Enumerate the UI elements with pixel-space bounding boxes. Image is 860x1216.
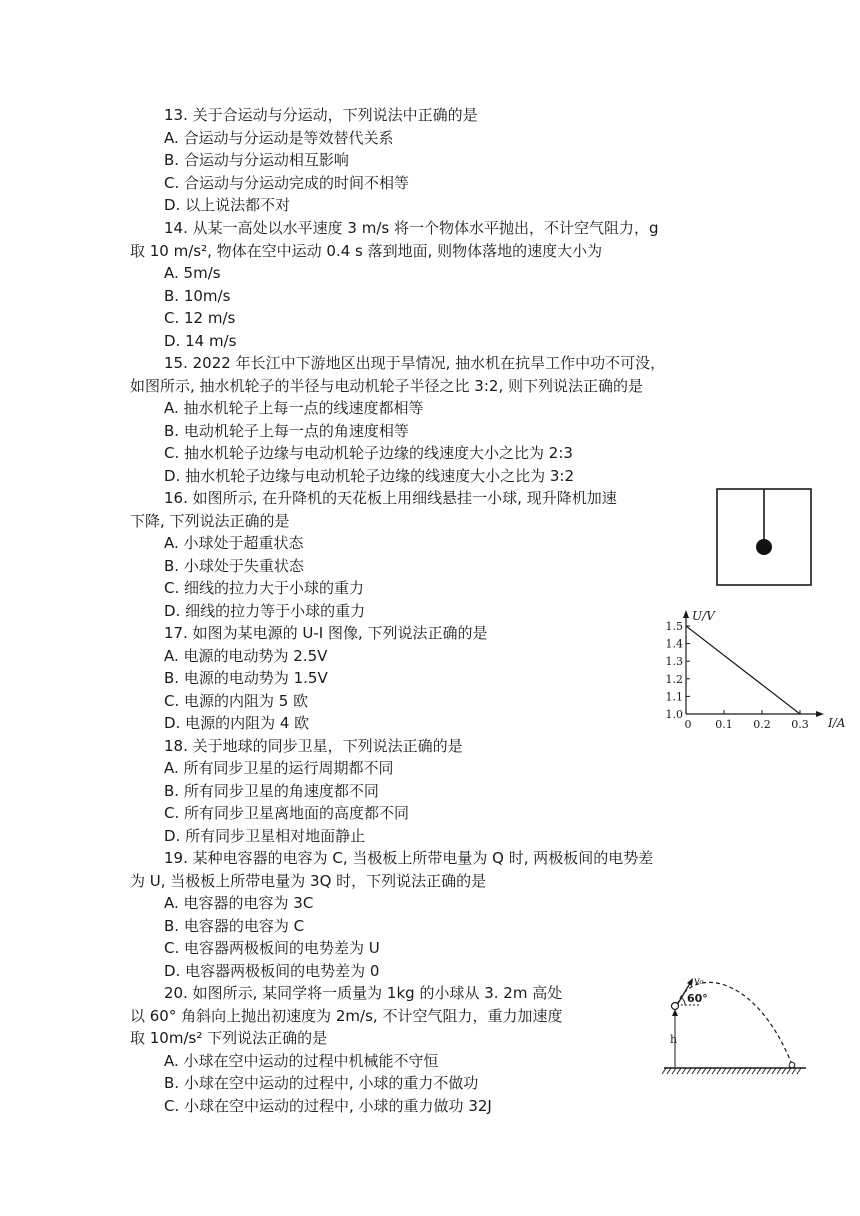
h-label: h (670, 1033, 678, 1046)
question-13-stem: 13. 关于合运动与分运动，下列说法中正确的是 (164, 106, 478, 124)
option-15-c: C. 抽水机轮子边缘与电动机轮子边缘的线速度大小之比为 2:3 (164, 444, 573, 462)
hatch-mark (727, 1068, 731, 1074)
hatch-mark (662, 1068, 666, 1074)
hatch-mark (667, 1068, 671, 1074)
hatch-mark (777, 1068, 781, 1074)
y-tick-label: 1.2 (665, 672, 683, 686)
ui-graph (652, 606, 860, 732)
hatch-mark (732, 1068, 736, 1074)
option-15-a: A. 抽水机轮子上每一点的线速度都相等 (164, 399, 424, 417)
option-19-a: A. 电容器的电容为 3C (164, 894, 314, 912)
y-tick-label: 1.0 (665, 708, 683, 721)
question-19-stem-2: 为 U, 当极板上所带电量为 3Q 时，下列说法正确的是 (130, 872, 487, 890)
option-16-d: D. 细线的拉力等于小球的重力 (164, 602, 366, 620)
option-18-c: C. 所有同步卫星离地面的高度都不同 (164, 804, 410, 822)
option-20-b: B. 小球在空中运动的过程中, 小球的重力不做功 (164, 1074, 479, 1092)
question-14-stem-2: 取 10 m/s², 物体在空中运动 0.4 s 落到地面, 则物体落地的速度大小为 (130, 242, 603, 260)
option-14-b: B. 10m/s (164, 287, 231, 305)
option-17-c: C. 电源的内阻为 5 欧 (164, 692, 309, 710)
x-tick-label: 0.2 (753, 718, 771, 731)
hatch-mark (697, 1068, 701, 1074)
question-16-stem-1: 16. 如图所示, 在升降机的天花板上用细线悬挂一小球, 现升降机加速 (164, 489, 617, 507)
velocity-arrowhead (687, 978, 693, 986)
hatch-mark (682, 1068, 686, 1074)
option-14-c: C. 12 m/s (164, 309, 236, 327)
hatch-mark (712, 1068, 716, 1074)
option-19-b: B. 电容器的电容为 C (164, 917, 305, 935)
hatch-mark (722, 1068, 726, 1074)
x-axis-label: I/A (828, 716, 846, 730)
y-axis-arrow (683, 610, 689, 618)
ground-hatching (662, 1068, 801, 1074)
option-18-a: A. 所有同步卫星的运行周期都不同 (164, 759, 394, 777)
hatch-mark (762, 1068, 766, 1074)
ball-landing (789, 1062, 795, 1068)
hatch-mark (782, 1068, 786, 1074)
x-tick-label: 0 (684, 718, 692, 731)
question-20-stem-3: 取 10m/s² 下列说法正确的是 (130, 1029, 328, 1047)
ui-line (686, 626, 800, 714)
hatch-mark (797, 1068, 801, 1074)
angle-arc (682, 998, 686, 1005)
option-20-a: A. 小球在空中运动的过程中机械能不守恒 (164, 1052, 439, 1070)
y-tick-label: 1.3 (665, 655, 683, 669)
hatch-mark (692, 1068, 696, 1074)
hatch-mark (767, 1068, 771, 1074)
hatch-mark (747, 1068, 751, 1074)
elevator-ball-figure (716, 488, 812, 586)
option-17-a: A. 电源的电动势为 2.5V (164, 647, 328, 665)
option-14-d: D. 14 m/s (164, 332, 237, 350)
option-17-b: B. 电源的电动势为 1.5V (164, 669, 328, 687)
option-13-c: C. 合运动与分运动完成的时间不相等 (164, 174, 410, 192)
y-axis-label: U/V (692, 609, 715, 623)
hatch-mark (752, 1068, 756, 1074)
projectile-figure (660, 975, 810, 1083)
option-14-a: A. 5m/s (164, 264, 221, 282)
question-17-stem: 17. 如图为某电源的 U-I 图像, 下列说法正确的是 (164, 624, 488, 642)
option-18-d: D. 所有同步卫星相对地面静止 (164, 827, 366, 845)
option-15-d: D. 抽水机轮子边缘与电动机轮子边缘的线速度大小之比为 3:2 (164, 467, 574, 485)
option-16-b: B. 小球处于失重状态 (164, 557, 304, 575)
option-15-b: B. 电动机轮子上每一点的角速度相等 (164, 422, 409, 440)
y-tick-label: 1.1 (665, 690, 683, 704)
hatch-mark (737, 1068, 741, 1074)
question-20-stem-2: 以 60° 角斜向上抛出初速度为 2m/s, 不计空气阻力，重力加速度 (130, 1007, 563, 1025)
option-20-c: C. 小球在空中运动的过程中, 小球的重力做功 32J (164, 1097, 492, 1115)
question-15-stem-2: 如图所示, 抽水机轮子的半径与电动机轮子半径之比 3:2, 则下列说法正确的是 (130, 377, 643, 395)
hatch-mark (702, 1068, 706, 1074)
option-13-d: D. 以上说法都不对 (164, 196, 291, 214)
hatch-mark (787, 1068, 791, 1074)
hatch-mark (677, 1068, 681, 1074)
hatch-mark (672, 1068, 676, 1074)
question-18-stem: 18. 关于地球的同步卫星，下列说法正确的是 (164, 737, 463, 755)
option-13-b: B. 合运动与分运动相互影响 (164, 151, 349, 169)
question-14-stem-1: 14. 从某一高处以水平速度 3 m/s 将一个物体水平抛出，不计空气阻力，g (164, 219, 659, 237)
x-tick-label: 0.3 (791, 718, 809, 731)
hatch-mark (687, 1068, 691, 1074)
question-19-stem-1: 19. 某种电容器的电容为 C, 当极板上所带电量为 Q 时, 两极板间的电势差 (164, 849, 654, 867)
hatch-mark (757, 1068, 761, 1074)
hatch-mark (717, 1068, 721, 1074)
ball-start (672, 1003, 679, 1010)
option-17-d: D. 电源的内阻为 4 欧 (164, 714, 310, 732)
y-tick-label: 1.5 (665, 620, 683, 633)
ball (756, 539, 772, 555)
hatch-mark (792, 1068, 796, 1074)
v0-label: v₀ (694, 976, 704, 987)
hatch-mark (707, 1068, 711, 1074)
x-tick-label: 0.1 (715, 718, 733, 731)
hatch-mark (742, 1068, 746, 1074)
option-18-b: B. 所有同步卫星的角速度都不同 (164, 782, 379, 800)
angle-label: 60° (687, 992, 708, 1005)
option-13-a: A. 合运动与分运动是等效替代关系 (164, 129, 394, 147)
option-19-d: D. 电容器两极板间的电势差为 0 (164, 962, 380, 980)
question-20-stem-1: 20. 如图所示, 某同学将一质量为 1kg 的小球从 3. 2m 高处 (164, 984, 563, 1002)
question-15-stem-1: 15. 2022 年长江中下游地区出现于旱情况, 抽水机在抗旱工作中功不可没， (164, 354, 666, 372)
option-16-c: C. 细线的拉力大于小球的重力 (164, 579, 365, 597)
x-axis-arrow (816, 711, 824, 717)
option-19-c: C. 电容器两极板间的电势差为 U (164, 939, 380, 957)
y-tick-label: 1.4 (665, 637, 683, 651)
height-arrow (672, 1009, 678, 1016)
hatch-mark (772, 1068, 776, 1074)
option-16-a: A. 小球处于超重状态 (164, 534, 304, 552)
question-16-stem-2: 下降, 下列说法正确的是 (130, 512, 290, 530)
